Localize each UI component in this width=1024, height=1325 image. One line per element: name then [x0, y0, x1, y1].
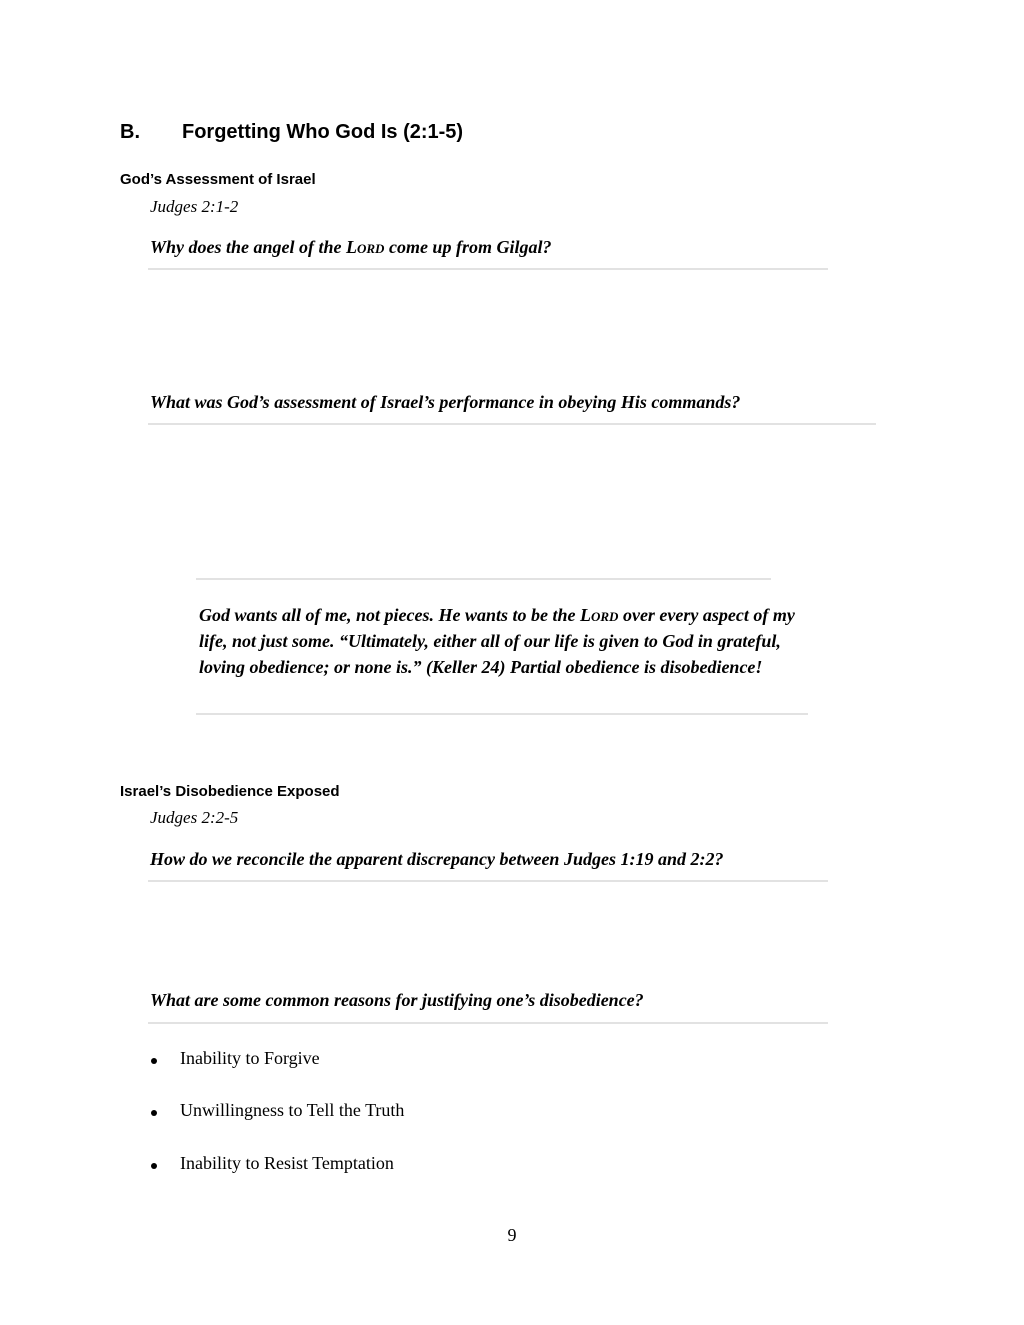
subheading-disobedience-exposed: Israel’s Disobedience Exposed	[120, 783, 340, 800]
section-letter: B.	[120, 121, 140, 143]
answer-line-1	[148, 268, 828, 270]
callout-top-rule	[196, 578, 771, 580]
scripture-reference-2: Judges 2:2-5	[150, 808, 239, 827]
lord-smallcaps: Lord	[346, 237, 385, 257]
question-2: What was God’s assessment of Israel’s performance in obeying His commands?	[150, 392, 741, 412]
section-title: Forgetting Who God Is (2:1-5)	[182, 121, 464, 143]
callout-bottom-rule	[196, 713, 808, 715]
answer-line-2	[148, 423, 876, 425]
bullet-item: Inability to Resist Temptation	[180, 1153, 394, 1173]
callout-quote: God wants all of me, not pieces. He wants to be the Lord over every aspect of my life, not just some. “Ultimately, either all of our life is given to God in grateful, loving obedience; or none is.” (Keller 24) Partial obedience is disobedience!	[199, 605, 795, 677]
bullet-item: Inability to Forgive	[180, 1048, 320, 1068]
bullet-icon	[151, 1058, 157, 1064]
question-3: How do we reconcile the apparent discrepancy between Judges 1:19 and 2:2?	[150, 849, 724, 869]
bullet-item: Unwillingness to Tell the Truth	[180, 1100, 405, 1120]
answer-line-4	[148, 1022, 828, 1024]
lord-smallcaps: Lord	[580, 605, 619, 625]
question-1: Why does the angel of the Lord come up from Gilgal?	[150, 237, 552, 257]
page-number: 9	[507, 1225, 517, 1245]
scripture-reference-1: Judges 2:1-2	[150, 197, 239, 216]
bullet-icon	[151, 1110, 157, 1116]
subheading-gods-assessment: God’s Assessment of Israel	[120, 171, 316, 188]
question-4: What are some common reasons for justifying one’s disobedience?	[150, 990, 644, 1010]
bullet-icon	[151, 1163, 157, 1169]
answer-line-3	[148, 880, 828, 882]
